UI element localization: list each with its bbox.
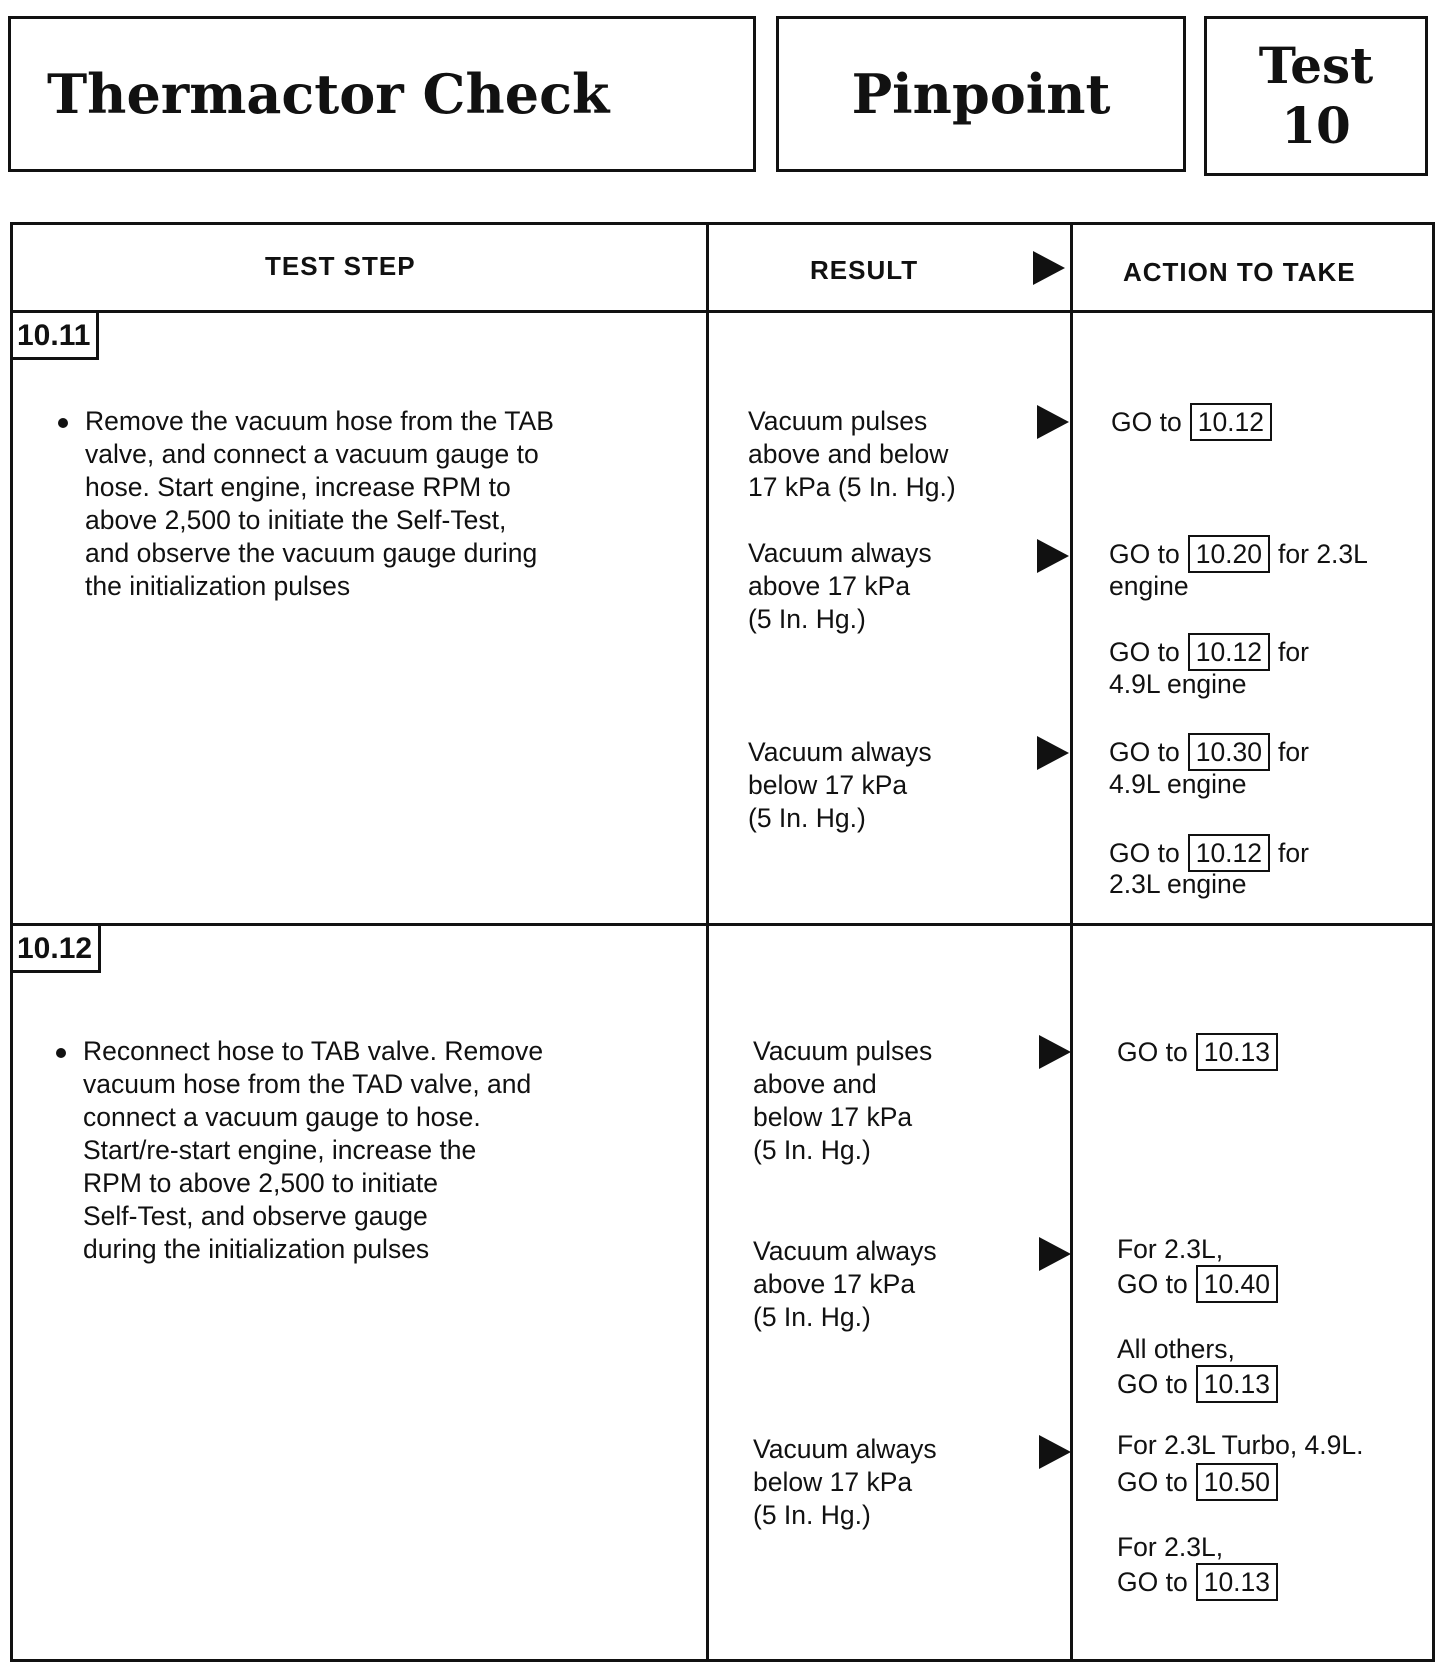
step-number-1011: 10.11 (13, 313, 99, 360)
action-1012-e-line1: For 2.3L, (1117, 1532, 1224, 1562)
arrow-right-icon (1037, 405, 1069, 439)
step-reference: 10.30 (1188, 733, 1270, 771)
result-1011-b-line: (5 In. Hg.) (748, 604, 866, 634)
arrow-right-icon (1039, 1435, 1071, 1469)
step-1012-line: vacuum hose from the TAD valve, and (83, 1069, 532, 1099)
header-divider (13, 310, 1432, 313)
step-number-1012: 10.12 (13, 926, 101, 973)
page-title: Thermactor Check (47, 62, 610, 126)
row-divider (13, 923, 1432, 926)
result-1011-a-line: above and below (748, 439, 949, 469)
result-1012-b-line: (5 In. Hg.) (753, 1302, 871, 1332)
step-reference: 10.13 (1196, 1563, 1278, 1601)
action-go-to: GO to (1117, 1567, 1188, 1597)
result-1011-c-line: Vacuum always (748, 737, 932, 767)
action-go-to: GO to (1109, 737, 1180, 767)
action-1011-b (1109, 535, 1368, 573)
action-1011-d (1109, 733, 1309, 771)
action-1012-c-line1: All others, (1117, 1334, 1235, 1364)
header-result: RESULT (810, 255, 919, 285)
action-1011-c (1109, 633, 1309, 671)
bullet-icon (56, 1048, 66, 1058)
arrow-right-icon (1039, 1035, 1071, 1069)
result-1012-c-line: below 17 kPa (753, 1467, 913, 1497)
action-1012-a (1117, 1033, 1286, 1071)
step-1012-line: Reconnect hose to TAB valve. Remove (83, 1036, 544, 1066)
action-go-to: GO to (1109, 637, 1180, 667)
step-reference: 10.12 (1190, 403, 1272, 441)
action-qualifier: for (1278, 838, 1309, 868)
action-1011-e (1109, 834, 1309, 872)
step-1011-line: hose. Start engine, increase RPM to (85, 472, 511, 502)
test-word: Test (1258, 36, 1374, 95)
step-1011-line: valve, and connect a vacuum gauge to (85, 439, 539, 469)
bullet-icon (58, 418, 68, 428)
action-1012-c (1117, 1365, 1286, 1403)
result-1012-b-line: Vacuum always (753, 1236, 937, 1266)
header-test-step: TEST STEP (265, 251, 416, 281)
action-go-to: GO to (1117, 1269, 1188, 1299)
step-1012-line: Self-Test, and observe gauge (83, 1201, 428, 1231)
action-1012-d (1117, 1463, 1286, 1501)
step-1011-line: Remove the vacuum hose from the TAB (85, 406, 554, 436)
step-reference: 10.12 (1188, 633, 1270, 671)
action-1012-e (1117, 1563, 1286, 1601)
arrow-right-icon (1033, 251, 1065, 285)
action-go-to: GO to (1111, 407, 1182, 437)
action-qualifier: for 2.3L (1278, 539, 1368, 569)
action-1011-e-line2: 2.3L engine (1109, 869, 1247, 899)
result-1012-a-line: Vacuum pulses (753, 1036, 933, 1066)
pinpoint-box (776, 16, 1186, 172)
result-1012-b-line: above 17 kPa (753, 1269, 916, 1299)
header-action: ACTION TO TAKE (1123, 257, 1356, 287)
step-1011-line: the initialization pulses (85, 571, 351, 601)
action-1011-c-line2: 4.9L engine (1109, 669, 1247, 699)
step-1011-line: and observe the vacuum gauge during (85, 538, 538, 568)
title-box (8, 16, 756, 172)
step-reference: 10.40 (1196, 1265, 1278, 1303)
action-1011-d-line2: 4.9L engine (1109, 769, 1247, 799)
step-1012-line: during the initialization pulses (83, 1234, 430, 1264)
action-1012-b (1117, 1265, 1286, 1303)
action-go-to: GO to (1109, 838, 1180, 868)
action-go-to: GO to (1109, 539, 1180, 569)
action-1012-d-line1: For 2.3L Turbo, 4.9L. (1117, 1430, 1364, 1460)
step-reference: 10.50 (1196, 1463, 1278, 1501)
action-1012-b-line1: For 2.3L, (1117, 1234, 1224, 1264)
step-1012-line: connect a vacuum gauge to hose. (83, 1102, 481, 1132)
step-1011-line: above 2,500 to initiate the Self-Test, (85, 505, 507, 535)
test-table (10, 222, 1435, 1662)
step-reference: 10.13 (1196, 1033, 1278, 1071)
action-go-to: GO to (1117, 1369, 1188, 1399)
action-1011-b-line2: engine (1109, 571, 1189, 601)
result-1011-a-line: Vacuum pulses (748, 406, 928, 436)
action-qualifier: for (1278, 637, 1309, 667)
step-1012-line: RPM to above 2,500 to initiate (83, 1168, 439, 1198)
result-1012-c-line: (5 In. Hg.) (753, 1500, 871, 1530)
result-1012-a-line: (5 In. Hg.) (753, 1135, 871, 1165)
step-reference: 10.20 (1188, 535, 1270, 573)
action-go-to: GO to (1117, 1467, 1188, 1497)
pinpoint-label: Pinpoint (851, 62, 1111, 126)
result-1012-c-line: Vacuum always (753, 1434, 937, 1464)
test-number-box (1204, 16, 1428, 176)
result-1011-b-line: above 17 kPa (748, 571, 911, 601)
result-1011-b-line: Vacuum always (748, 538, 932, 568)
step-1012-line: Start/re-start engine, increase the (83, 1135, 477, 1165)
result-1012-a-line: above and (753, 1069, 877, 1099)
action-qualifier: for (1278, 737, 1309, 767)
column-divider (706, 225, 709, 1659)
result-1011-c-line: below 17 kPa (748, 770, 908, 800)
arrow-right-icon (1039, 1237, 1071, 1271)
step-reference: 10.12 (1188, 834, 1270, 872)
test-number: 10 (1281, 96, 1351, 155)
step-reference: 10.13 (1196, 1365, 1278, 1403)
arrow-right-icon (1037, 736, 1069, 770)
action-1011-a (1111, 403, 1280, 441)
result-1011-a-line: 17 kPa (5 In. Hg.) (748, 472, 956, 502)
arrow-right-icon (1037, 539, 1069, 573)
result-1011-c-line: (5 In. Hg.) (748, 803, 866, 833)
action-go-to: GO to (1117, 1037, 1188, 1067)
result-1012-a-line: below 17 kPa (753, 1102, 913, 1132)
